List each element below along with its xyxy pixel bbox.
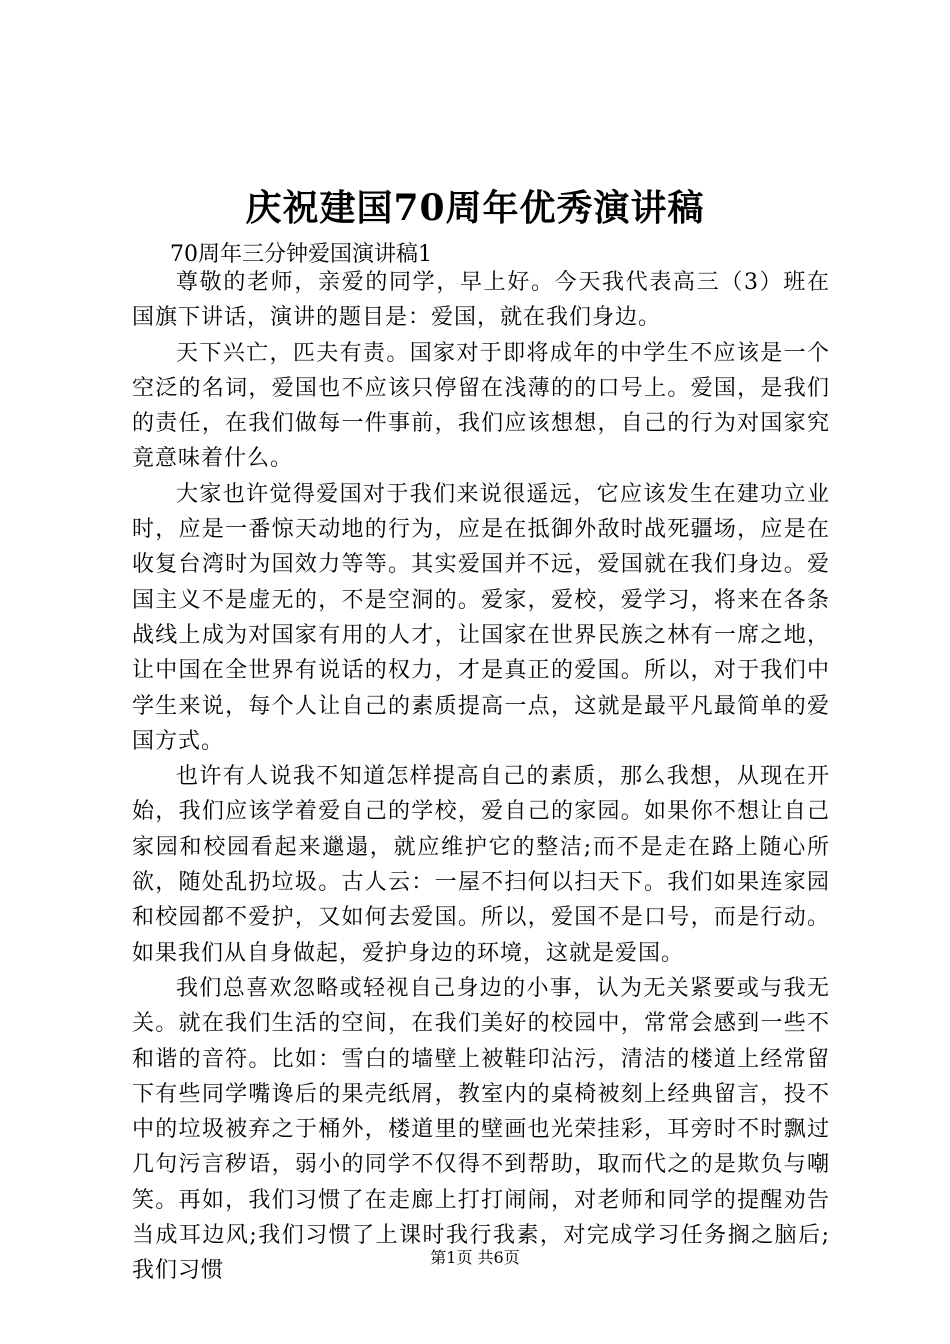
paragraph: 尊敬的老师，亲爱的同学，早上好。今天我代表高三（3）班在国旗下讲话，演讲的题目是：爱国，就在我们身边。 — [132, 270, 830, 331]
paragraph: 天下兴亡，匹夫有责。国家对于即将成年的中学生不应该是一个空泛的名词，爱国也不应该只停留在浅薄的的口号上。爱国，是我们的责任，在我们做每一件事前，我们应该想想，自己的行为对国家究竟意味着什么。 — [132, 340, 830, 472]
page-number-footer: 第1页 共6页 — [430, 1248, 520, 1267]
document-title: 庆祝建国70周年优秀演讲稿 — [245, 187, 705, 229]
paragraph: 我们总喜欢忽略或轻视自己身边的小事，认为无关紧要或与我无关。就在我们生活的空间，在我们美好的校园中，常常会感到一些不和谐的音符。比如：雪白的墙壁上被鞋印沾污，清洁的楼道上经常留下有些同学嘴谗后的果壳纸屑，教室内的桌椅被刻上经典留言，投不中的垃圾被弃之于桶外，楼道里的壁画也光荣挂彩，耳旁时不时飘过几句污言秽语，弱小的同学不仅得不到帮助，取而代之的是欺负与嘲笑。再如，我们习惯了在走廊上打打闹闹，对老师和同学的提醒劝告当成耳边风;我们习惯了上课时我行我素，对完成学习任务搁之脑后;我们习惯 — [132, 975, 830, 1284]
paragraph: 也许有人说我不知道怎样提高自己的素质，那么我想，从现在开始，我们应该学着爱自己的学校，爱自己的家园。如果你不想让自己家园和校园看起来邋遢，就应维护它的整洁;而不是走在路上随心所欲，随处乱扔垃圾。古人云：一屋不扫何以扫天下。我们如果连家园和校园都不爱护，又如何去爱国。所以，爱国不是口号，而是行动。如果我们从自身做起，爱护身边的环境，这就是爱国。 — [132, 764, 830, 966]
document-subtitle: 70周年三分钟爱国演讲稿1 — [170, 242, 432, 267]
paragraph: 大家也许觉得爱国对于我们来说很遥远，它应该发生在建功立业时，应是一番惊天动地的行为，应是在抵御外敌时战死疆场，应是在收复台湾时为国效力等等。其实爱国并不远，爱国就在我们身边。爱国主义不是虚无的，不是空洞的。爱家，爱校，爱学习，将来在各条战线上成为对国家有用的人才，让国家在世界民族之林有一席之地，让中国在全世界有说话的权力，才是真正的爱国。所以，对于我们中学生来说，每个人让自己的素质提高一点，这就是最平凡最简单的爱国方式。 — [132, 481, 830, 754]
document-body — [132, 265, 830, 1289]
